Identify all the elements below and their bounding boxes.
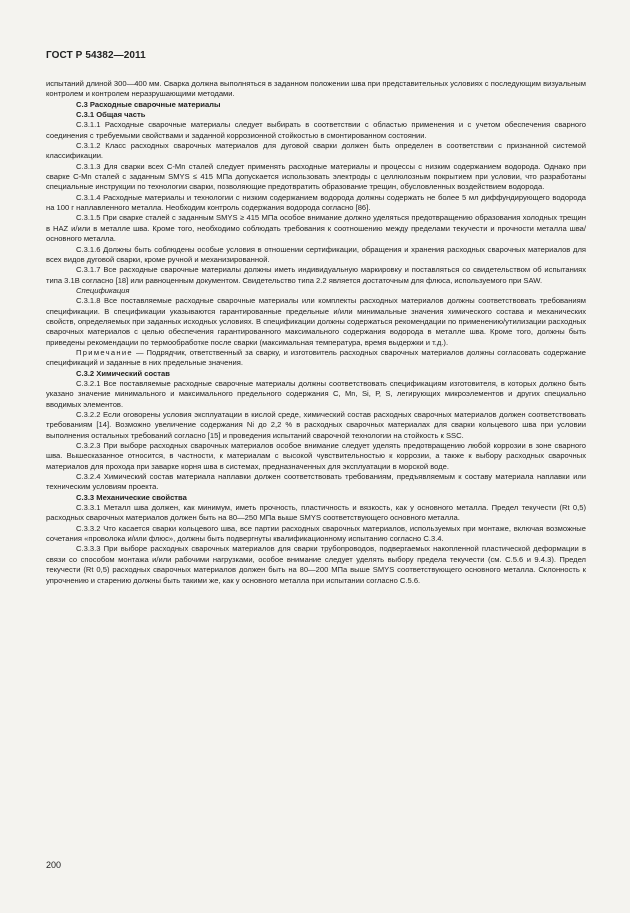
note-label: Примечание: [76, 347, 133, 357]
paragraph-c321: С.3.2.1 Все поставляемые расходные сварочные материалы должны соответствовать спецификациям изготовителя, в которых должно быть указано значение минимального и максимального предельного содержания С, Mn, Si, Р, S, легирующих микроэлементов и других специально вводимых элементов.: [46, 378, 586, 409]
paragraph-c322: С.3.2.2 Если оговорены условия эксплуатации в кислой среде, химический состав расходных сварочных материалов должен соответствовать требованиям [14]. Возможно увеличение содержания Ni до 2,2 % в расходных сварочных материалах для сварки кольцевого шва при условии выполнения остальных требований согласно [15] и проведения испытаний сварочной технологии на стойкость к SSC.: [46, 410, 586, 440]
paragraph-c316: С.3.1.6 Должны быть соблюдены особые условия в отношении сертификации, обращения и хранения расходных сварочных материалов для всех видов дуговой сварки, кроме ручной и механизированной.: [46, 244, 586, 264]
note-paragraph: [46, 348, 586, 369]
section-heading-c3: С.3 Расходные сварочные материалы: [76, 99, 221, 109]
note-text: — Подрядчик, ответственный за сварку, и изготовитель расходных сварочных материалов должны согласовать содержание спецификаций и заданные в них предельные значения.: [46, 347, 586, 368]
document-header: ГОСТ Р 54382—2011: [46, 50, 146, 61]
document-body: [46, 79, 586, 586]
paragraph-c313: С.3.1.3 Для сварки всех С-Mn сталей следует применять расходные материалы и процессы с низким содержанием водорода. Однако при сварке С-Mn сталей с заданным SMYS ≤ 415 МПа допускается использовать электроды с целлюлозным покрытием при условии, что разработаны специальные инструкции по технологии сварки, позволяющие предотвратить образование трещин, обусловленных воздействием водорода.: [46, 161, 586, 192]
paragraph-c311: С.3.1.1 Расходные сварочные материалы следует выбирать в соответствии с областью применения и с учетом обеспечения сварного соединения с требуемыми свойствами и заданной коррозионной стойкостью в смонтированном состоянии.: [46, 120, 586, 140]
section-heading-c31: С.3.1 Общая часть: [76, 110, 146, 120]
paragraph-c324: С.3.2.4 Химический состав материала наплавки должен соответствовать требованиям, предъявляемым к составу материала наплавки или техническим условиям проекта.: [46, 472, 586, 492]
section-heading-c33: С.3.3 Механические свойства: [76, 492, 187, 502]
paragraph-c314: С.3.1.4 Расходные материалы и технологии с низким содержанием водорода должны содержать не более 5 мл диффундирующего водорода на 100 г наплавленного металла. Необходим контроль содержания водорода согласно [86].: [46, 192, 586, 213]
paragraph-c333: С.3.3.3 При выборе расходных сварочных материалов для сварки трубопроводов, подвергаемых накопленной пластической деформации в связи со способом монтажа и/или рабочими нагрузками, особое внимание следует уделять выбору предела текучести (см. С.5.6 и 9.4.3). Предел текучести (Rt 0,5) расходных сварочных материалов должен быть на 80—200 МПа выше SMYS соответствующего основного металла. Склонность к упрочнению и старению должны быть такими же, как у основного металла при испытании согласно С.5.6.: [46, 544, 586, 585]
page-number: 200: [46, 860, 62, 870]
paragraph-continuation: испытаний длиной 300—400 мм. Сварка должна выполняться в заданном положении шва при представительных условиях с последующим визуальным контролем и контролем неразрушающими методами.: [46, 79, 586, 99]
paragraph-c318: С.3.1.8 Все поставляемые расходные сварочные материалы или комплекты расходных материалов должны соответствовать требованиям спецификации. В спецификации указываются гарантированные предельные и/или минимальные значения химического состава и механических свойств, определяемых при заданных исходных условиях. В спецификации должны содержаться рекомендации по применению/утилизации расходных сварочных материалов с целью обеспечения гарантированного максимального содержания водорода в металле шва. Кроме того, должны быть приведены рекомендации по термообработке после сварки (максимальная температура, время выдержки и т.д.).: [46, 296, 586, 347]
subheading-specification: Спецификация: [76, 285, 130, 295]
paragraph-c317: С.3.1.7 Все расходные сварочные материалы должны иметь индивидуальную маркировку и поставляться со свидетельством об испытаниях типа 3.1В согласно [18] или равноценным документом. Свидетельство типа 2.2 является достаточным для флюса, используемого при SAW.: [46, 265, 586, 285]
paragraph-c315: С.3.1.5 При сварке сталей с заданным SMYS ≥ 415 МПа особое внимание должно уделяться предотвращению образования холодных трещин в HAZ и/или в металле шва. Кроме того, необходимо соблюдать требования к соотношению между пределами текучести и прочности металла шва/основного металла.: [46, 213, 586, 244]
paragraph-c323: С.3.2.3 При выборе расходных сварочных материалов особое внимание следует уделять предотвращению любой коррозии в зоне сварного шва. Вышесказанное относится, в частности, к материалам с высокой чувствительностью к коррозии, а также к выбору расходных сварочных материалов для прохода при заварке корня шва в системах, предназначенных для эксплуатации в морской воде.: [46, 441, 586, 471]
paragraph-c312: С.3.1.2 Класс расходных сварочных материалов для дуговой сварки должен быть определен в соответствии с признанной системой классификации.: [46, 141, 586, 161]
section-heading-c32: С.3.2 Химический состав: [76, 368, 170, 378]
paragraph-c331: С.3.3.1 Металл шва должен, как минимум, иметь прочность, пластичность и вязкость, как у основного металла. Предел текучести (Rt 0,5) расходных сварочных материалов должен быть на 80—250 МПа выше SMYS соответствующего основного металла.: [46, 503, 586, 523]
paragraph-c332: С.3.3.2 Что касается сварки кольцевого шва, все партии расходных сварочных материалов, используемых при монтаже, включая возможные сочетания «проволока и/или флюс», должны быть подвергнуты квалификационному испытанию согласно С.3.4.: [46, 523, 586, 544]
